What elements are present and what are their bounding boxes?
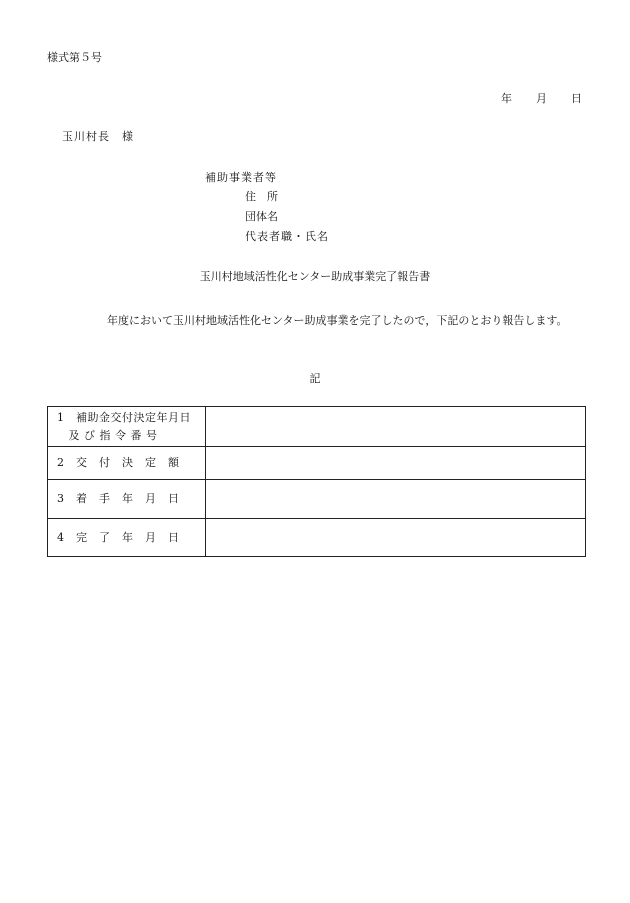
ki-marker: 記 (309, 372, 321, 385)
date-month-label: 月 (536, 92, 547, 105)
table-row (48, 480, 586, 519)
row-label (48, 407, 206, 447)
row-label (48, 480, 206, 519)
date-day-label: 日 (571, 92, 582, 105)
row-value-cell[interactable] (206, 519, 586, 557)
addressee (62, 130, 134, 143)
addressee-name: 玉川村長 (62, 130, 110, 143)
form-number: 様式第５号 (47, 51, 102, 64)
row-label-line: 4 完 了 年 月 日 (57, 530, 180, 544)
row-value-cell[interactable] (206, 480, 586, 519)
row-label-line: 1 補助金交付決定年月日 (57, 410, 191, 424)
row-label-line: 及 び 指 令 番 号 (57, 428, 158, 442)
table-row (48, 407, 586, 447)
row-label (48, 519, 206, 557)
row-label-line: 3 着 手 年 月 日 (57, 492, 180, 505)
date-year-label: 年 (501, 92, 512, 105)
row-value-cell[interactable] (206, 447, 586, 480)
table-row (48, 519, 586, 557)
representative-label: 代表者職・氏名 (245, 230, 329, 243)
row-value-cell[interactable] (206, 407, 586, 447)
row-label-line: 2 交 付 決 定 額 (57, 456, 180, 469)
address-label: 住 所 (245, 190, 278, 203)
row-label (48, 447, 206, 480)
document-title: 玉川村地域活性化センター助成事業完了報告書 (199, 270, 431, 283)
body-text: 年度において玉川村地域活性化センター助成事業を完了したので，下記のとおり報告します。 (107, 314, 568, 327)
info-table (47, 406, 586, 557)
table-row (48, 447, 586, 480)
organization-label: 団体名 (245, 210, 278, 223)
date-line (501, 92, 582, 105)
addressee-suffix: 様 (122, 130, 134, 143)
applicant-heading: 補助事業者等 (205, 171, 277, 184)
